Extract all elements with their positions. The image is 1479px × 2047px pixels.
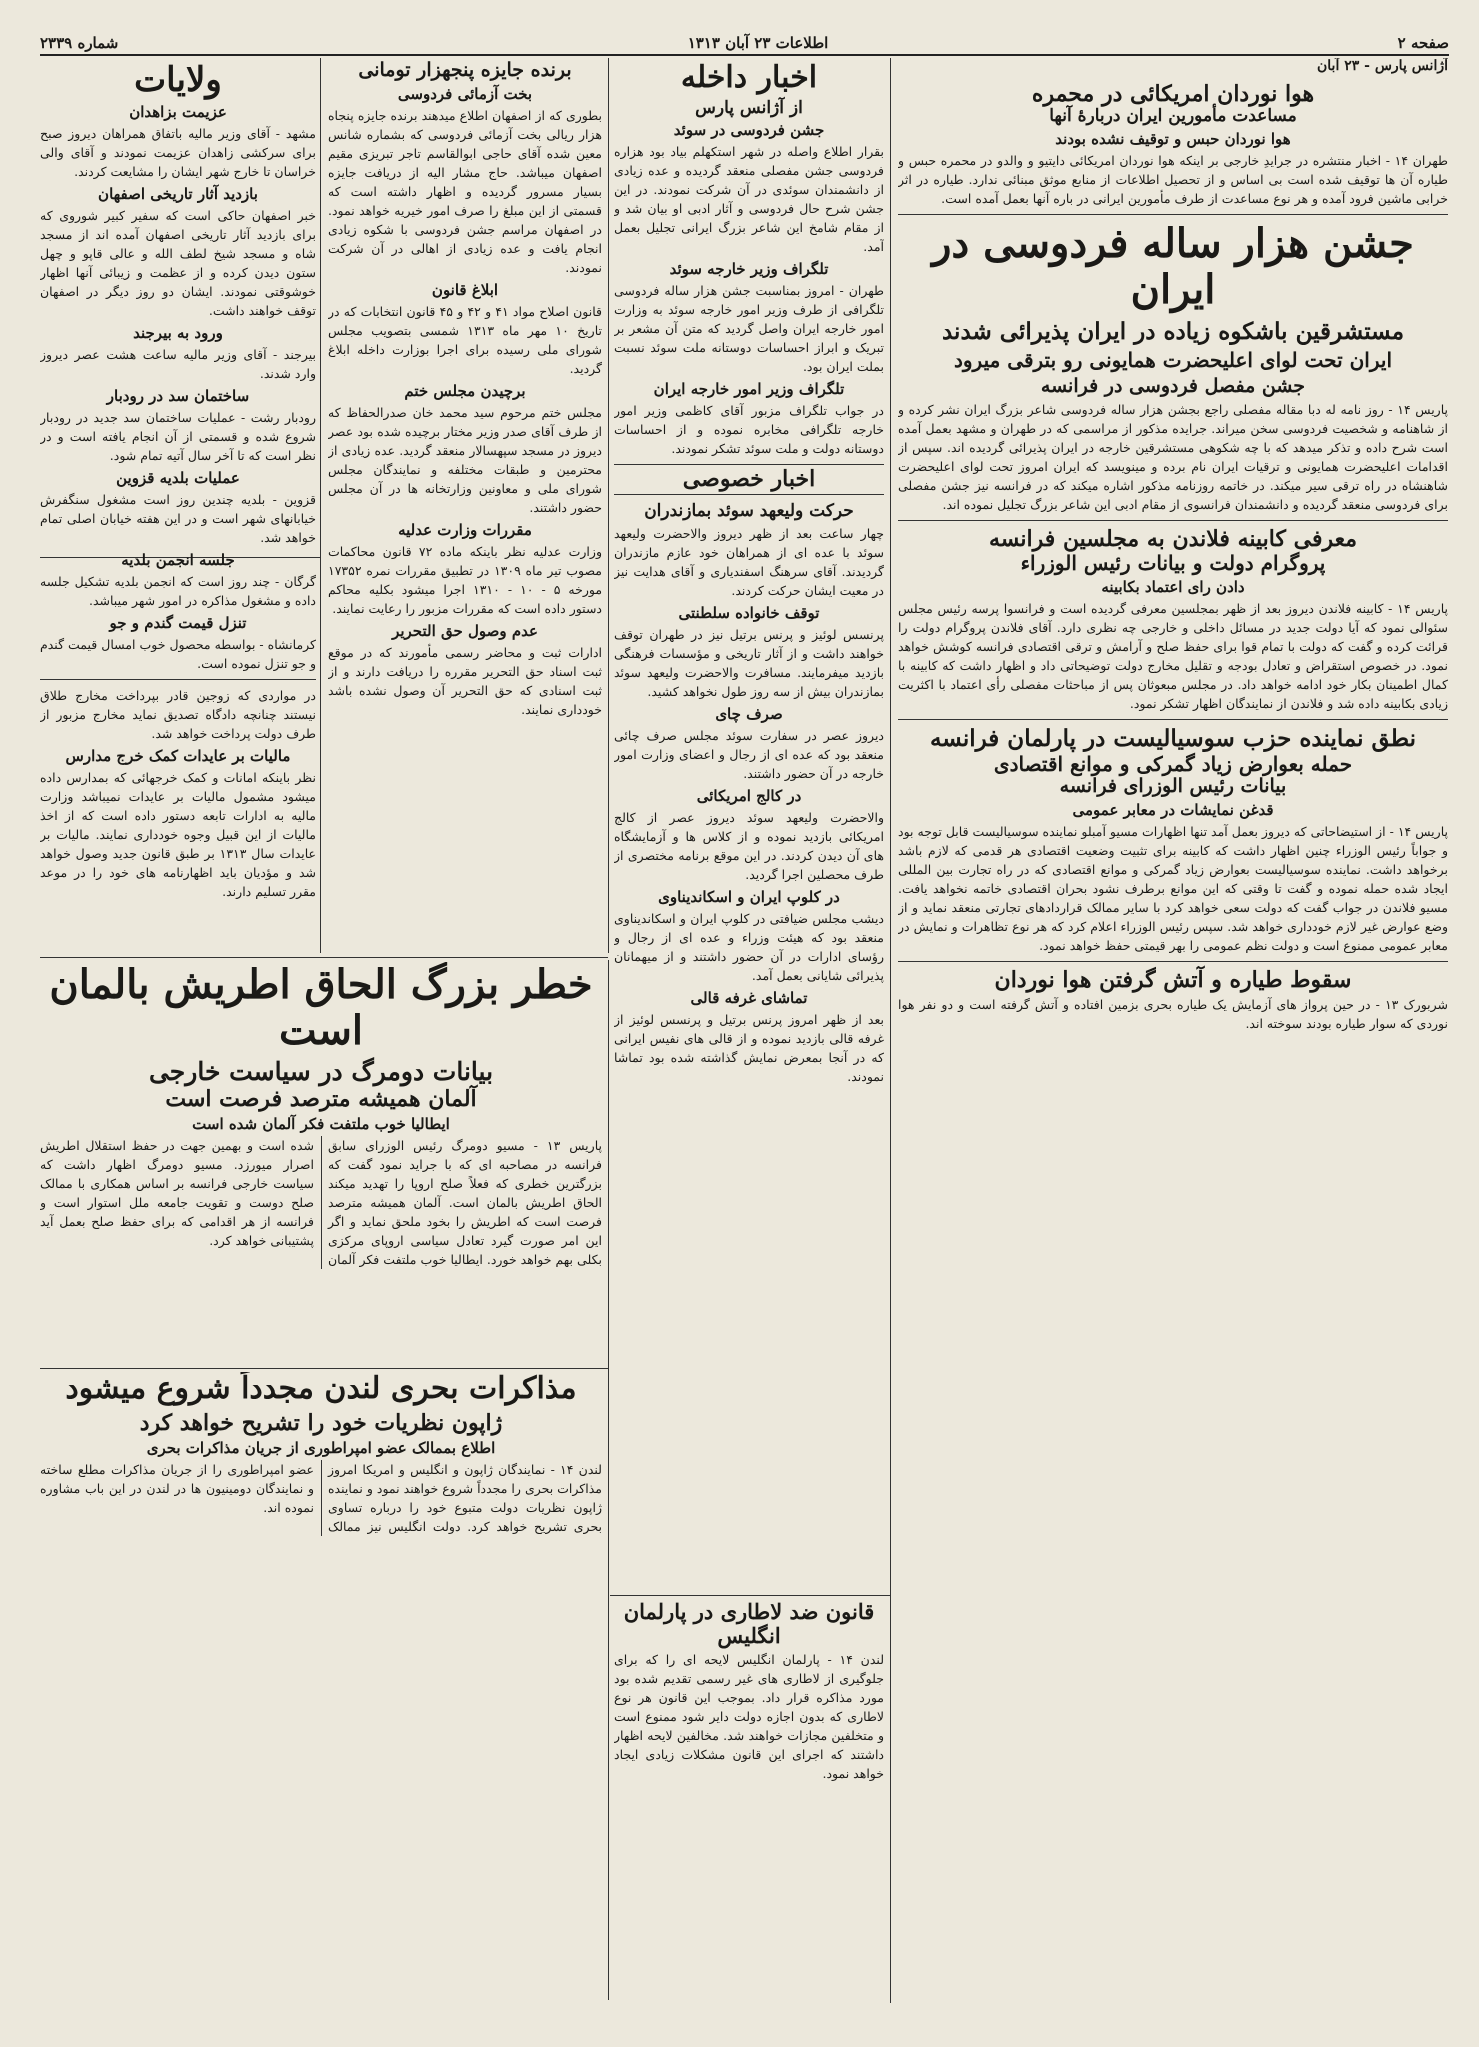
article-body: پاریس ۱۴ - از استیضاحاتی که دیروز بعمل آمد تنها اظهارات مسیو آمبلو نماینده سوسیالیست قابل توجه بود و جواباً رئیس الوزراء چنین اظهار داشت که کابینه برای تثبیت وضعیت اقتصادی هر قدمی که لازم باشد برخواهد داشت. نماینده سوسیالیست بعوارض زیاد گمرکی و موانع اقتصادی که در راه تجارت بین المللی ایجاد شده حمله نموده و گفت تا وقتی که این موانع برطرف نشود بحران اقتصادی خاتمه نخواهد یافت. مسیو فلاندن در جواب گفت که دولت سعی خواهد کرد با سایر ممالک قراردادهای تجارتی منعقد نماید و از وضع عوارض غیر لازم خودداری خواهد شد. سپس رئیس الوزراء اعلام کرد که هر نوع تظاهرات و نمایش در معابر عمومی ممنوع است و دولت نظم عمومی را بهر قیمتی حفظ خواهد نمود. [898,823,1448,953]
headline: ابلاغ قانون [431,280,499,299]
section-rule [40,1368,608,1369]
headline: هوا نوردان امریکائی در محمره [1031,81,1315,107]
subheadline: اطلاع بممالک عضو امپراطوری از جریان مذاکرات بحری [146,1438,496,1457]
article-body: شربورک ۱۳ - در حین پرواز های آزمایش یک طیاره بحری بزمین افتاده و آتش گرفته است و دو نفر هوا نوردی که سوار طیاره بودند سوخته اند. [898,997,1448,1031]
article-body: قزوین - بلدیه چندین روز است مشغول سنگفرش خیابانهای شهر است و در این هفته خیابان اصلی تمام خواهد شد. [40,492,316,545]
article-body: رودبار رشت - عملیات ساختمان سد جدید در رودبار شروع شده و قسمتی از آن انجام یافته است و در نظر است که تا آخر سال آتیه تمام شود. [40,410,316,463]
agency-label: آژانس پارس - ۲۳ آبان [1317,58,1448,74]
headline: در کالج امریکائی [696,787,802,806]
issue-number: شماره ۲۳۳۹ [40,34,119,52]
subheadline: جشن مفصل فردوسی در فرانسه [1040,375,1306,398]
section-rule [40,957,608,958]
headline: مقررات وزارت عدلیه [398,520,532,539]
article-body: لندن ۱۴ - پارلمان انگلیس لایحه ای را که برای جلوگیری از لاطاری های غیر رسمی تقدیم شده بود مورد مذاکره قرار داد. بموجب این قانون هر نوع لاطاری که بدون اجازه دولت دایر شود ممنوع است و متخلفین مجازات خواهند شد. مخالفین لایحه اظهار داشتند که اجرای این قانون مشکلات زیادی ایجاد خواهد نمود. [614,1652,884,1782]
section-title: اخبار داخله [680,60,818,95]
headline: تنزل قیمت گندم و جو [109,614,247,632]
article-body: بطوری که از اصفهان اطلاع میدهند برنده جایزه پنجاه هزار ریالی بخت آزمائی فردوسی که بشماره شانس معین شده آقای حاجی ابوالقاسم تاجر تبریزی مقیم اصفهان میباشد. حاج مشار الیه از دریافت جایزه بسیار مسرور گردیده و اظهار داشته است که قسمتی از این مبلغ را صرف امور خیریه خواهد نمود. در اصفهان مراسم جشن فردوسی با شکوه زیادی انجام یافت و عده زیادی از اهالی در آن شرکت نمودند. [328,107,602,275]
article-body: در جواب تلگراف مزبور آقای کاظمی وزیر امور خارجه تلگرافی مخابره نموده و از احساسات دوستانه دولت و ملت سوئد تشکر نمودند. [614,403,884,456]
article-body: خبر اصفهان حاکی است که سفیر کبیر شوروی که برای بازدید آثار تاریخی اصفهان آمده اند از مسجد شاه و مسجد شیخ لطف الله و عالی قاپو و چهل ستون دیدن کرده و از عظمت و زیبائی آنها اظهار خوشوقتی نمودند. ایشان دو روز دیگر در اصفهان توقف خواهند داشت. [40,208,316,318]
subheadline: ایران تحت لوای اعلیحضرت همایونی رو بترقی میرود [953,348,1393,373]
column-domestic-news [614,60,884,1592]
article-body: در مواردی که زوجین قادر بپرداخت مخارج طلاق نیستند چنانچه دادگاه تصدیق نماید مخارج مزبور از طرف دولت پرداخت خواهد شد. [40,688,316,741]
masthead [40,32,1449,56]
article-body: مشهد - آقای وزیر مالیه باتفاق همراهان دیروز صبح برای سرکشی زاهدان عزیمت نمودند و آقای والی خراسان تا خارج شهر ایشان را مشایعت کردند. [40,126,316,179]
subheadline: ژاپون نظریات خود را تشریح خواهد کرد [139,1409,503,1436]
headline: حرکت ولیعهد سوئد بمازندران [644,501,854,522]
column-misc-news [328,60,602,953]
section-rule [898,520,1448,521]
headline: مالیات بر عایدات کمک خرج مدارس [65,747,291,765]
headline: توقف خانواده سلطنتی [678,604,820,623]
main-headline: جشن هزار ساله فردوسی در ایران [932,219,1414,313]
headline: برچیدن مجلس ختم [404,381,526,400]
headline: سقوط طیاره و آتش گرفتن هوا نوردان [994,966,1352,993]
headline: برنده جایزه پنجهزار تومانی [358,60,572,81]
headline: تماشای غرفه قالی [690,989,808,1008]
headline: در کلوپ ایران و اسکاندیناوی [658,888,840,907]
headline: قانون ضد لاطاری در پارلمان انگلیس [623,1600,875,1649]
article-body: پاریس ۱۴ - روز نامه له دبا مقاله مفصلی راجع بجشن هزار ساله فردوسی شاعر بزرگ ایران نشر کرده و از شاهنامه و شخصیت فردوسی سخن میراند. جرایده مذکور از مراسمی که در طهران و مشهد بعمل آمده است شرح داده و تذکر میدهد که با چه شکوهی مستشرقین خارجه در ایران پذیرائی گردیده اند. سپس از اقدامات اعلیحضرت همایونی و ترقیات ایران نام برده و مینویسد که ایران امروز تحت لوای اعلیحضرت شاهنشاه در راه ترقی سیر میکند. در خاتمه روزنامه مذکور اشاره میکند که در فرانسه نیز جشن مفصلی برای فردوسی منعقد گردیده و دانشمندان فرانسوی از مقام ادبی این شاعر بزرگ تجلیل نموده اند. [898,402,1448,513]
subheadline: دادن رای اعتماد بکابینه [1101,578,1245,597]
page-number: صفحه ۲ [1397,34,1449,52]
subheadline: بخت آزمائی فردوسی [397,84,533,103]
column-foreign-news [898,58,1448,1998]
subheadline: مساعدت مأمورین ایران دربارهٔ آنها [1049,106,1297,127]
article-body: کرمانشاه - بواسطه محصول خوب امسال قیمت گندم و جو تنزل نموده است. [40,637,316,671]
article-body: والاحضرت ولیعهد سوئد دیروز عصر از کالج امریکائی بازدید نموده و از کلاس ها و آزمایشگاه های آن دیدن کردند. در این موقع برنامه مختصری از طرف محصلین اجرا گردید. [614,810,884,883]
main-headline: خطر بزرگ الحاق اطریش بالمان است [49,962,593,1054]
section-title: ولایات [134,60,222,100]
column-provinces [40,60,316,953]
article-body: وزارت عدلیه نظر باینکه ماده ۷۲ قانون محاکمات مصوب تیر ماه ۱۳۰۹ در تطبیق مقررات نمره ۱۷۳۵۲ مورخه ۵ - ۱۰ - ۱۳۱۰ اجرا میشود بکلیه محاکم دستور داده است که مقررات مزبور را رعایت نمایند. [328,543,602,616]
article-body: ادارات ثبت و محاضر رسمی مأمورند که در موقع ثبت اسناد حق التحریر مقرره را دریافت دارند و از ثبت اسنادی که حق التحریر آن وصول نشده باشد خودداری نمایند. [328,644,602,717]
headline: جلسه انجمن بلدیه [121,551,235,569]
article-body: لندن ۱۴ - نمایندگان ژاپون و انگلیس و امریکا امروز مذاکرات بحری را مجدداً شروع خواهند نمود و نماینده ژاپون نظریات دولت متبوع خود را درباره تساوی بحری تشریح خواهد کرد. دولت انگلیس نیز ممالک عضو امپراطوری را از جریان مذاکرات مطلع ساخته و نمایندگان دومینیون ها در لندن در این باب مشاوره نموده اند. [40,1461,602,1534]
subheadline: بیانات رئیس الوزرای فرانسه [1059,774,1287,797]
subheadline: حمله بعوارض زیاد گمرکی و موانع اقتصادی [993,751,1353,776]
article-body: قانون اصلاح مواد ۴۱ و ۴۲ و ۴۵ قانون انتخابات که در تاریخ ۱۰ مهر ماه ۱۳۱۳ شمسی بتصویب مجلس شورای ملی رسیده برای اجرا بوزارت داخله ابلاغ گردید. [328,303,602,376]
article-body: پاریس ۱۴ - کابینه فلاندن دیروز بعد از ظهر بمجلسین معرفی گردیده است و فرانسوا پرسه رئیس مجلس سئوالی نمود که آیا دولت جدید در مسائل داخلی و خارجی چه نظری دارد. آقای فلاندن پروگرام دولت را قرائت کرده و گفت که دولت با تمام قوا برای حفظ صلح و آرامش و ترقی اقتصادی فرانسه کوشش خواهد نمود. در خصوص استقراض و تعادل بودجه و تقلیل مخارج دولت توضیحاتی داد و اظهار داشت که کابینه با کمال اطمینان بکار خود ادامه خواهد داد. در مجلس مبعوثان پس از مباحثات مفصلی رأی اعتماد با اکثریت زیادی بکابینه داده شد و فلاندن از نمایندگان اظهار تشکر نمود. [898,601,1448,712]
feature-naval-talks [40,1372,602,2000]
headline: عملیات بلدیه قزوین [116,469,240,487]
headline: عدم وصول حق التحریر [392,621,538,640]
subheadline: قدغن نمایشات در معابر عمومی [1072,800,1274,819]
subheadline: ایطالیا خوب ملتفت فکر آلمان شده است [192,1115,450,1134]
column-rule [890,58,891,2003]
article-body: نظر باینکه امانات و کمک خرجهائی که بمدارس داده میشود مشمول مالیات بر عایدات نمیباشد وزارت مالیه به ادارات تابعه دستور داده است که از اخذ مالیات از این قبیل وجوه خودداری نمایند. مالیات بر عایدات سال ۱۳۱۳ بر طبق قانون جدید وصول خواهد شد و مؤدیان باید اظهارنامه های خود را در موعد مقرر تسلیم دارند. [40,770,316,899]
headline: ورود به بیرجند [133,324,223,342]
article-body: بعد از ظهر امروز پرنس برتیل و پرنسس لوئیز از غرفه قالی بازدید نموده و از قالی های نفیس ایرانی که در آنجا بمعرض نمایش گذاشته شده بود تماشا نمودند. [614,1012,884,1085]
subheadline: هوا نوردان حبس و توقیف نشده بودند [1055,129,1291,148]
headline: تلگراف وزیر امور خارجه ایران [653,380,845,398]
agency-label: از آژانس پارس [695,98,803,118]
headline: صرف چای [715,705,783,724]
headline: عزیمت بزاهدان [129,103,227,121]
headline: جشن فردوسی در سوئد [673,121,825,139]
section-rule [898,719,1448,720]
article-body: طهران - امروز بمناسبت جشن هزار ساله فردوسی تلگرافی از طرف وزیر امور خارجه سوئد به وزارت امور خارجه ایران واصل گردید که متن آن مشعر بر تبریک و ابراز احساسات دوستانه ملت سوئد نسبت بملت ایران بود. [614,283,884,374]
headline: تلگراف وزیر خارجه سوئد [669,260,829,278]
article-body: طهران ۱۴ - اخبار منتشره در جرایدِ خارجی بر اینکه هوا نوردان امریکائی دایتیو و والدو در محمره حبس و طیاره آن ها توقیف شده است بی اساس و از تحصیل اطلاعات از منابع موثق مبنائی ندارد. طیاره در اثر خرابی ماشین فرود آمده و هر نوع مساعدت از طرف مأمورین ایرانی در باره آنها بعمل آمده است. [898,152,1448,206]
article-body: دیروز عصر در سفارت سوئد مجلس صرف چائی منعقد بود که عده ای از رجال و اعضای وزارت امور خارجه در آن حضور داشتند. [614,728,884,782]
headline: نطق نماینده حزب سوسیالیست در پارلمان فرانسه [929,725,1417,753]
headline: معرفی کابینه فلاندن به مجلسین فرانسه [988,526,1358,553]
article-body: مجلس ختم مرحوم سید محمد خان صدرالحفاظ که از طرف آقای صدر وزیر مختار برچیده شده بود عصر دیروز در مسجد سپهسالار منعقد گردید. عده زیادی از محترمین و طبقات مختلفه و نمایندگان مجلس شورای ملی و معاونین وزارتخانه ها در آن مجلس حضور داشتند. [328,404,602,515]
section-rule [610,1595,890,1596]
article-body: بقرار اطلاع واصله در شهر استکهلم بیاد بود هزاره فردوسی جشن مفصلی منعقد گردیده و عده زیادی از دانشمندان سوئدی در آن شرکت نمودند. در این جشن شرح حال فردوسی و آثار ادبی او بیان شد و از مقام شامخ این شاعر بزرگ ایرانی تجلیل بعمل آمد. [614,144,884,254]
article-body: پاریس ۱۳ - مسیو دومرگ رئیس الوزرای سابق فرانسه در مصاحبه ای که با جراید نمود گفت که بزرگترین خطری که فعلاً صلح اروپا را تهدید میکند الحاق اطریش بالمان است. آلمان همیشه مترصد فرصت است که اطریش را بخود ملحق نماید و اگر این امر صورت گیرد تعادل سیاسی اروپای مرکزی بکلی بهم خواهد خورد. ایطالیا خوب ملتفت فکر آلمان شده است و بهمین جهت در حفظ استقلال اطریش اصرار میورزد. مسیو دومرگ اظهار داشت که سیاست خارجی فرانسه بر اساس همکاری با ممالک صلح دوست و تقویت جامعه ملل استوار است و فرانسه از هر اقدامی که برای حفظ صلح بعمل آید پشتیبانی خواهد کرد. [40,1138,602,1268]
section-rule [40,679,316,680]
column-rule [320,58,321,953]
subheadline: بیانات دومرگ در سیاست خارجی [148,1057,494,1086]
article-body: بیرجند - آقای وزیر مالیه ساعت هشت عصر دیروز وارد شدند. [40,347,316,381]
main-headline: مذاکرات بحری لندن مجدداً شروع میشود [65,1372,577,1406]
article-body: چهار ساعت بعد از ظهر دیروز والاحضرت ولیعهد سوئد با عده ای از همراهان خود عازم مازندران گردیدند. آقای سرهنگ اسفندیاری و آقای هدایت نیز در معیت ایشان حرکت کردند. [614,526,884,599]
subheadline: پروگرام دولت و بیانات رئیس الوزراء [1020,551,1326,576]
subheadline: مستشرقین باشکوه زیاده در ایران پذیرائی شدند [941,317,1405,345]
article-body: گرگان - چند روز است که انجمن بلدیه تشکیل جلسه داده و مشغول مذاکره در امور شهر میباشد. [40,574,316,608]
headline: بازدید آثار تاریخی اصفهان [98,185,258,203]
column-rule [608,58,609,953]
article-body: دیشب مجلس ضیافتی در کلوپ ایران و اسکاندیناوی منعقد بود که هیئت وزراء و عده ای از رجال و رؤسای ادارات در آن حضور داشتند و از میهمانان پذیرائی شایانی بعمل آمد. [614,911,884,984]
headline: ساختمان سد در رودبار [106,387,250,405]
column-rule [608,960,609,2000]
section-rule [898,214,1448,215]
feature-austria-germany [40,962,602,1364]
subheadline: آلمان همیشه مترصد فرصت است [165,1085,477,1112]
section-rule [898,961,1448,962]
feature-lottery-law [614,1600,884,2000]
issue-date: اطلاعات ۲۳ آبان ۱۳۱۳ [687,34,829,52]
section-title: اخبار خصوصی [614,464,884,495]
article-body: پرنسس لوئیز و پرنس برتیل نیز در طهران توقف خواهند داشت و از آثار تاریخی و مؤسسات فرهنگی بازدید میفرمایند. مسافرت والاحضرت ولیعهد سوئد بمازندران بیش از سه روز طول نخواهد کشید. [614,627,884,700]
